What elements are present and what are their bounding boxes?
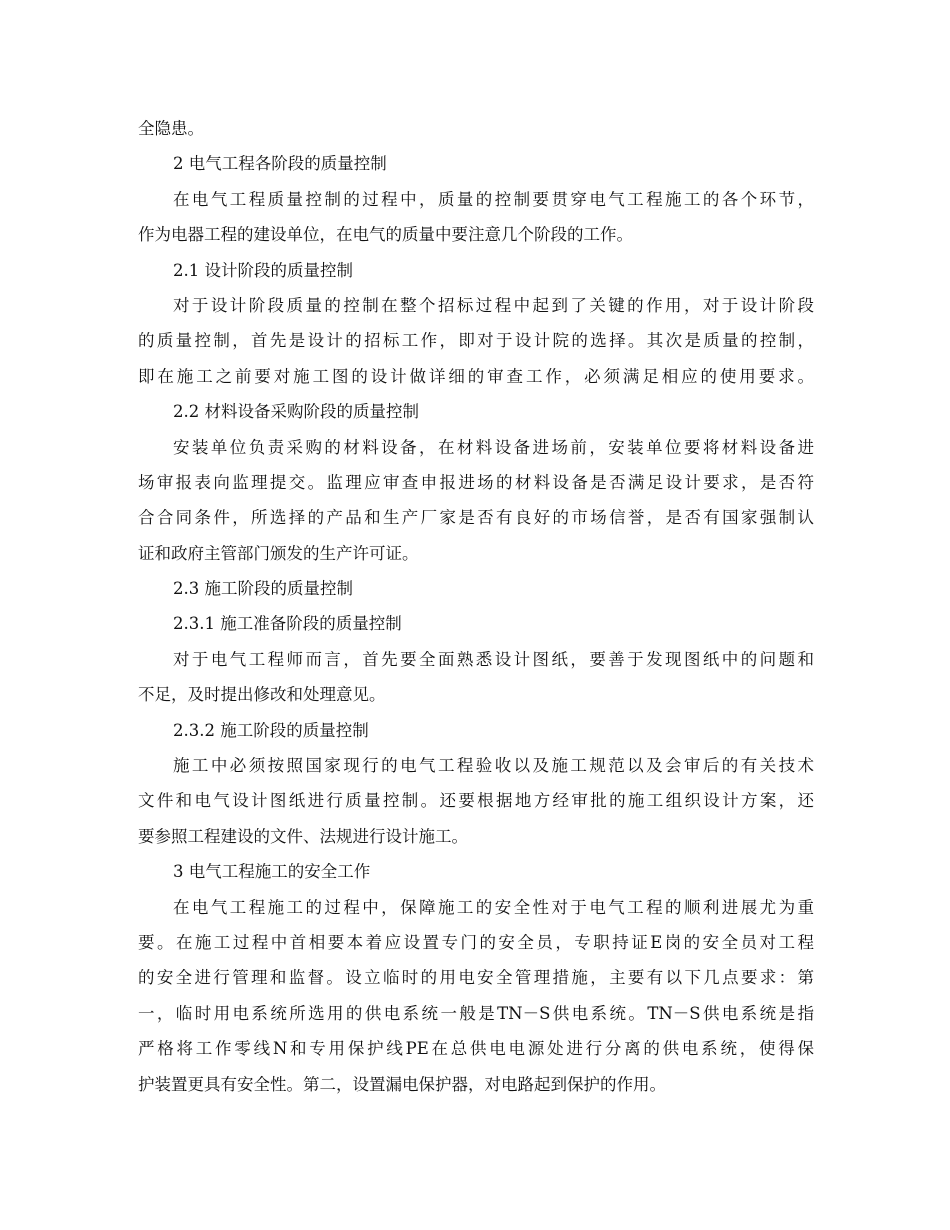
text-line: 对于设计阶段质量的控制在整个招标过程中起到了关键的作用，对于设计阶段 [173, 295, 814, 315]
section-heading-2: 2 电气工程各阶段的质量控制 [173, 154, 387, 174]
section-heading-3: 3 电气工程施工的安全工作 [173, 862, 371, 882]
section-heading-2-2: 2.2 材料设备采购阶段的质量控制 [173, 402, 419, 422]
text-line: 要。在施工过程中首相要本着应设置专门的安全员，专职持证E岗的安全员对工程 [138, 932, 814, 952]
text-line: 施工中必须按照国家现行的电气工程验收以及施工规范以及会审后的有关技术 [173, 756, 814, 776]
text-line: 证和政府主管部门颁发的生产许可证。 [138, 543, 419, 563]
section-heading-2-1: 2.1 设计阶段的质量控制 [173, 260, 353, 280]
text-line: 场审报表向监理提交。监理应审查申报进场的材料设备是否满足设计要求，是否符 [138, 472, 814, 492]
text-line: 对于电气工程师而言，首先要全面熟悉设计图纸，要善于发现图纸中的问题和 [173, 649, 814, 669]
section-heading-2-3-1: 2.3.1 施工准备阶段的质量控制 [173, 614, 402, 634]
text-line: 在电气工程质量控制的过程中，质量的控制要贯穿电气工程施工的各个环节， [173, 189, 814, 209]
text-line: 作为电器工程的建设单位，在电气的质量中要注意几个阶段的工作。 [138, 225, 633, 245]
text-line: 安装单位负责采购的材料设备，在材料设备进场前，安装单位要将材料设备进 [173, 437, 814, 457]
text-line: 护装置更具有安全性。第二，设置漏电保护器，对电路起到保护的作用。 [138, 1074, 666, 1094]
text-line: 不足，及时提出修改和处理意见。 [138, 685, 386, 705]
text-line: 合合同条件，所选择的产品和生产厂家是否有良好的市场信誉，是否有国家强制认 [138, 508, 814, 528]
text-line: 在电气工程施工的过程中，保障施工的安全性对于电气工程的顺利进展尤为重 [173, 897, 814, 917]
text-line: 严格将工作零线N和专用保护线PE在总供电电源处进行分离的供电系统，使得保 [138, 1039, 814, 1059]
text-line: 要参照工程建设的文件、法规进行设计施工。 [138, 826, 468, 846]
text-line: 文件和电气设计图纸进行质量控制。还要根据地方经审批的施工组织设计方案，还 [138, 791, 814, 811]
section-heading-2-3: 2.3 施工阶段的质量控制 [173, 579, 353, 599]
text-line: 全隐患。 [138, 119, 204, 138]
document-body [138, 111, 814, 1102]
text-line: 即在施工之前要对施工图的设计做详细的审查工作，必须满足相应的使用要求。 [138, 366, 814, 386]
section-heading-2-3-2: 2.3.2 施工阶段的质量控制 [173, 720, 369, 740]
text-line: 的质量控制，首先是设计的招标工作，即对于设计院的选择。其次是质量的控制， [138, 331, 814, 351]
text-line: 的安全进行管理和监督。设立临时的用电安全管理措施，主要有以下几点要求：第 [138, 968, 814, 988]
text-line: 一，临时用电系统所选用的供电系统一般是TN－S供电系统。TN－S供电系统是指 [138, 1003, 814, 1023]
